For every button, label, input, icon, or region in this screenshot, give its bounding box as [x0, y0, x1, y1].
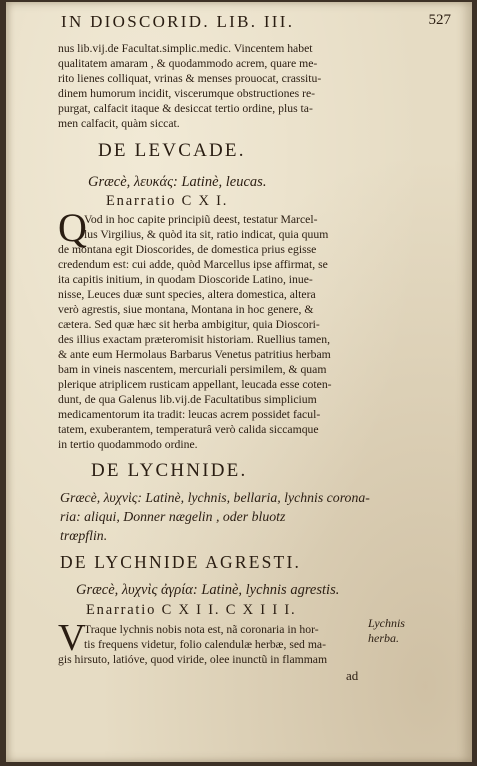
names-lychnide-agresti: Græcè, λυχνὶς ἀγρία: Latinè, lychnis agrestis.: [76, 582, 340, 598]
text-line: plerique atriplicem rusticam appellant, leucada esse coten-: [58, 378, 332, 391]
text-line: & ante eum Hermolaus Barbarus Venetus patritius herbam: [58, 348, 331, 361]
names-leucade: Græcè, λευκάς: Latinè, leucas.: [88, 174, 267, 190]
page-number: 527: [428, 12, 451, 28]
drop-cap: Q: [58, 205, 87, 250]
book-page: [6, 2, 472, 762]
text-line: men calfacit, quàm siccat.: [58, 117, 180, 130]
text-line: nisse, Leuces duæ sunt species, altera domestica, altera: [58, 288, 316, 301]
text-line: in tertio quodammodo ordine.: [58, 438, 198, 451]
margin-note-line: Lychnis: [368, 616, 405, 630]
drop-cap: V: [58, 617, 86, 659]
text-line: Traque lychnis nobis nota est, nã coronaria in hor-: [84, 623, 319, 636]
names-lychnide-2: ria: aliqui, Donner nægelin , oder bluotz: [60, 509, 286, 524]
text-line: gis hirsuto, latióve, quod viride, olee inunctũ in flammam: [58, 653, 328, 666]
text-line: medicamentorum ita tradit: leucas acrem possidet facul-: [58, 408, 321, 421]
text-line: rito lienes colliquat, vrinas & menses prouocat, crassitu-: [58, 72, 322, 85]
text-line: dinem humorum incidit, viscerumque obstructiones re-: [58, 87, 316, 100]
enarratio-cxii-cxiii: Enarratio C X I I. C X I I I.: [86, 602, 297, 618]
heading-de-leucade: DE LEVCADE.: [98, 140, 246, 161]
text-line: lus Virgilius, & quòd ita sit, ratio indicat, quia quum: [84, 228, 329, 241]
text-line: de montana egit Dioscorides, de domestica prius egisse: [58, 243, 317, 256]
enarratio-cxi: Enarratio C X I.: [106, 193, 229, 209]
text-line: des illius exactam præteromisit historiam. Ruellius tamen,: [58, 333, 331, 346]
heading-de-lychnide: DE LYCHNIDE.: [91, 460, 248, 481]
running-title: IN DIOSCORID. LIB. III.: [61, 12, 295, 31]
running-header: [61, 12, 451, 34]
text-line: cætera. Sed quæ hæc sit herba ambigitur, quia Dioscori-: [58, 318, 320, 331]
heading-de-lychnide-agresti: DE LYCHNIDE AGRESTI.: [60, 552, 302, 572]
text-line: credendum est: cui adde, quòd Marcellus ipse affirmat, se: [58, 258, 328, 271]
text-line: ita capitis initium, in quodam Dioscoride Latino, inue-: [58, 273, 313, 286]
names-lychnide-3: trœpflin.: [60, 528, 108, 543]
text-line: bam in vineis nascentem, mercuriali persimilem, & quam: [58, 363, 327, 376]
margin-note: [368, 616, 405, 646]
names-lychnide-1: Græcè, λυχνὶς: Latinè, lychnis, bellaria, lychnis corona-: [60, 490, 370, 505]
text-line: verò agrestis, siue montana, Montana in hoc genere, &: [58, 303, 314, 316]
text-line: tis frequens videtur, folio calendulæ herbæ, sed ma-: [84, 638, 326, 651]
text-line: Vod in hoc capite principiũ deest, testatur Marcel-: [84, 213, 318, 226]
catchword: ad: [346, 668, 359, 683]
margin-note-line: herba.: [368, 631, 399, 645]
text-line: nus lib.vij.de Facultat.simplic.medic. Vincentem habet: [58, 42, 313, 55]
text-line: dunt, de qua Galenus lib.vij.de Facultatibus simplicium: [58, 393, 317, 406]
text-line: qualitatem amaram , & quodammodo acrem, quare me-: [58, 57, 318, 70]
text-line: purgat, calfacit itaque & desiccat tertio ordine, plus ta-: [58, 102, 313, 115]
text-line: tatem, exuberantem, temperaturâ verò calida siccamque: [58, 423, 319, 436]
